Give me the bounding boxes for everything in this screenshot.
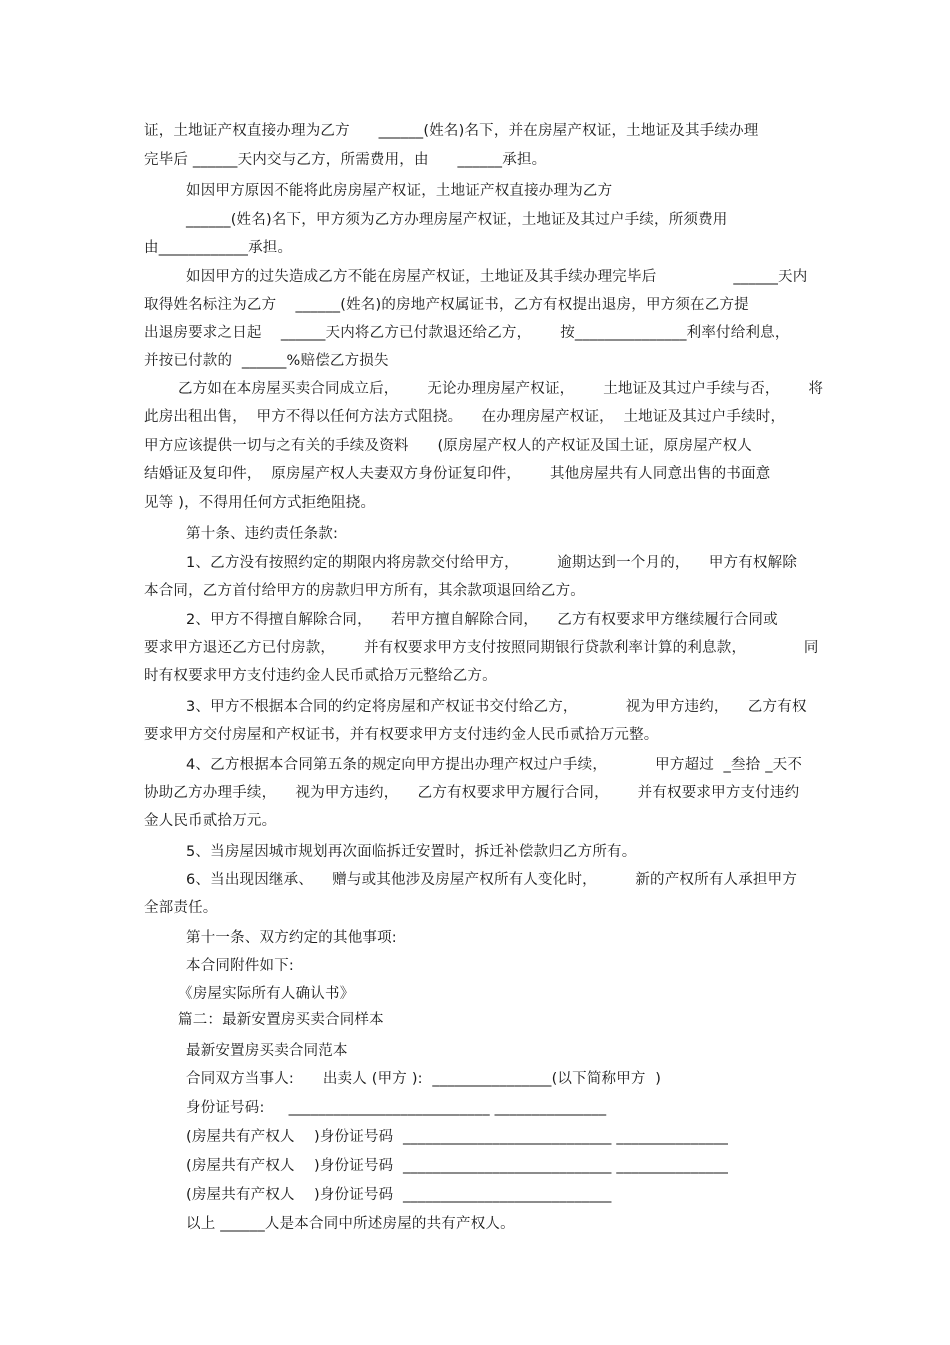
text-line: 如因甲方的过失造成乙方不能在房屋产权证，土地证及其手续办理完毕后 ______天内 [186, 269, 808, 285]
form-line: (房屋共有产权人 )身份证号码 ____________________________ [186, 1187, 612, 1203]
text-line: 乙方如在本房屋买卖合同成立后， 无论办理房屋产权证， 土地证及其过户手续与否， 将 [178, 381, 824, 397]
text-line: 取得姓名标注为乙方 ______(姓名)的房地产权属证书，乙方有权提出退房，甲方须在乙方提 [144, 297, 749, 313]
form-line: (房屋共有产权人 )身份证号码 ____________________________ _______________ [186, 1129, 729, 1145]
text-line: 协助乙方办理手续， 视为甲方违约， 乙方有权要求甲方履行合同， 并有权要求甲方支付违约 [144, 785, 800, 801]
text-line: 结婚证及复印件， 原房屋产权人夫妻双方身份证复印件， 其他房屋共有人同意出售的书面意 [144, 466, 771, 482]
text-line: 见等 )，不得用任何方式拒绝阻挠。 [144, 495, 376, 511]
text-line: 5、当房屋因城市规划再次面临拆迁安置时，拆迁补偿款归乙方所有。 [186, 844, 637, 860]
text-line: 要求甲方退还乙方已付房款， 并有权要求甲方支付按照同期银行贷款利率计算的利息款， 同 [144, 640, 819, 656]
form-line: 合同双方当事人: 出卖人 (甲方 ): ________________(以下简称甲方 ) [186, 1071, 662, 1087]
text-line: 2、甲方不得擅自解除合同， 若甲方擅自解除合同， 乙方有权要求甲方继续履行合同或 [186, 612, 778, 628]
text-line: 由____________承担。 [144, 240, 293, 256]
text-line: 完毕后 ______天内交与乙方，所需费用，由 ______承担。 [144, 152, 547, 168]
text-line: 要求甲方交付房屋和产权证书，并有权要求甲方支付违约金人民币贰拾万元整。 [144, 727, 659, 743]
text-line: 《房屋实际所有人确认书》 [178, 986, 355, 1002]
text-line: 出退房要求之日起 ______天内将乙方已付款退还给乙方， 按_______________利率付给利息， [144, 325, 790, 341]
text-line: 金人民币贰拾万元。 [144, 813, 277, 829]
text-line: 并按已付款的 ______%赔偿乙方损失 [144, 353, 389, 369]
form-line: (房屋共有产权人 )身份证号码 ____________________________ _______________ [186, 1158, 729, 1174]
text-line: ______(姓名)名下，甲方须为乙方办理房屋产权证，土地证及其过户手续，所须费用 [186, 212, 728, 228]
text-line: 如因甲方原因不能将此房房屋产权证，土地证产权直接办理为乙方 [186, 183, 613, 199]
text-line: 1、乙方没有按照约定的期限内将房款交付给甲方， 逾期达到一个月的， 甲方有权解除 [186, 555, 798, 571]
text-line: 时有权要求甲方支付违约金人民币贰拾万元整给乙方。 [144, 668, 497, 684]
text-line: 本合同，乙方首付给甲方的房款归甲方所有，其余款项退回给乙方。 [144, 583, 585, 599]
text-line: 以上 ______人是本合同中所述房屋的共有产权人。 [186, 1216, 515, 1232]
section-heading: 第十一条、双方约定的其他事项: [186, 930, 397, 946]
text-line: 3、甲方不根据本合同的约定将房屋和产权证书交付给乙方， 视为甲方违约， 乙方有权 [186, 699, 807, 715]
document-title: 最新安置房买卖合同范本 [186, 1043, 348, 1059]
text-line: 证，土地证产权直接办理为乙方 ______(姓名)名下，并在房屋产权证，土地证及其手续办理 [144, 123, 759, 139]
section-heading: 第十条、违约责任条款: [186, 526, 339, 542]
text-line: 本合同附件如下: [186, 958, 294, 974]
section-heading: 篇二：最新安置房买卖合同样本 [178, 1012, 384, 1028]
text-line: 甲方应该提供一切与之有关的手续及资料 (原房屋产权人的产权证及国土证，原房屋产权人 [144, 438, 753, 454]
text-line: 此房出租出售， 甲方不得以任何方法方式阻挠。 在办理房屋产权证， 土地证及其过户手续时， [144, 409, 786, 425]
form-line: 身份证号码: ___________________________ _______________ [186, 1100, 607, 1116]
text-line: 全部责任。 [144, 900, 218, 916]
text-line: 4、乙方根据本合同第五条的规定向甲方提出办理产权过户手续， 甲方超过 _叁拾 _天不 [186, 757, 803, 773]
text-line: 6、当出现因继承、 赠与或其他涉及房屋产权所有人变化时， 新的产权所有人承担甲方 [186, 872, 798, 888]
